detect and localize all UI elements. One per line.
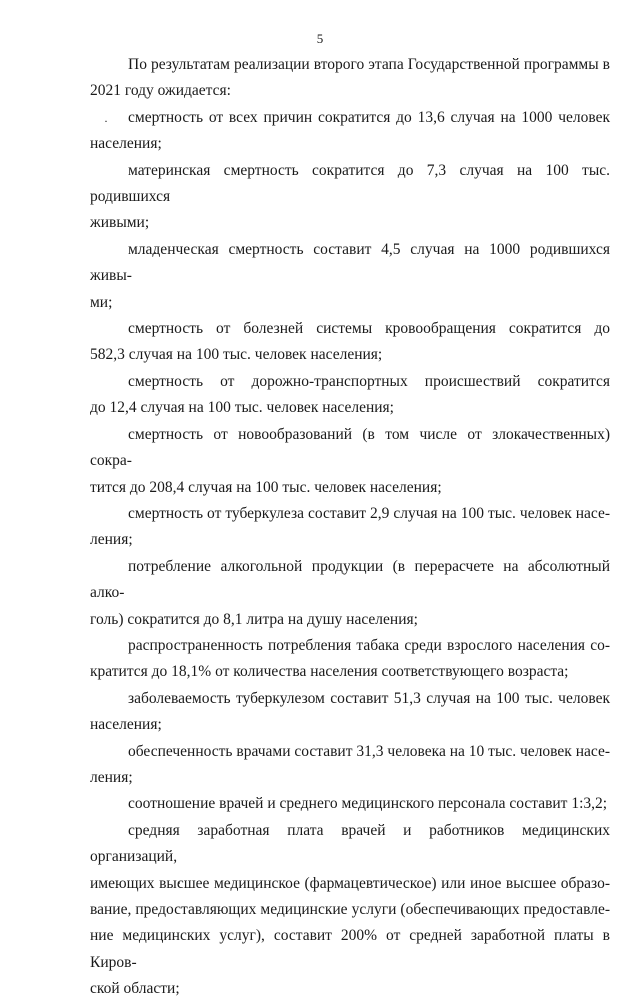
text-line: средняя заработная плата врачей и работников медицинских организаций, (90, 821, 610, 866)
text-line: смертность от всех причин сократится до 13,6 случая на 1000 человек (128, 108, 610, 126)
text-line: заболеваемость туберкулезом составит 51,3 случая на 100 тыс. человек (128, 689, 610, 707)
text-line: ской области; (90, 980, 180, 998)
list-item (90, 791, 610, 817)
text-line: смертность от новообразований (в том числе от злокачественных) сокра- (90, 425, 610, 470)
text-line: имеющих высшее медицинское (фармацевтическое) или иное высшее образо- (90, 874, 610, 892)
document-body (90, 52, 610, 1003)
text-line: смертность от болезней системы кровообращения сократится до (128, 320, 610, 338)
text-line: 2021 году ожидается: (90, 82, 231, 100)
scan-mark: · (104, 114, 108, 128)
list-item (90, 501, 610, 554)
text-line: ления; (90, 768, 133, 786)
list-item (90, 633, 610, 686)
list-item (90, 369, 610, 422)
list-item (90, 422, 610, 501)
list-item (90, 554, 610, 633)
text-line: кратится до 18,1% от количества населения соответствующего возраста; (90, 663, 569, 681)
text-line: По результатам реализации второго этапа Государственной программы в (128, 56, 610, 73)
text-line: тится до 208,4 случая на 100 тыс. человек населения; (90, 478, 442, 496)
text-line: ми; (90, 293, 113, 311)
list-item (90, 686, 610, 739)
page-number: 5 (316, 31, 324, 46)
text-line: обеспеченность врачами составит 31,3 человека на 10 тыс. человек насе- (128, 742, 610, 760)
list-item (90, 818, 610, 1003)
text-line: населения; (90, 135, 162, 153)
text-line: 582,3 случая на 100 тыс. человек населения; (90, 346, 383, 364)
text-line: ние медицинских услуг), составит 200% от средней заработной платы в Киров- (90, 927, 610, 971)
list-item (90, 316, 610, 369)
text-line: потребление алкогольной продукции (в перерасчете на абсолютный алко- (90, 557, 610, 602)
text-line: смертность от туберкулеза составит 2,9 случая на 100 тыс. человек насе- (128, 504, 610, 522)
list-item (90, 237, 610, 316)
text-line: ления; (90, 531, 133, 549)
intro-paragraph (90, 52, 610, 105)
text-line: распространенность потребления табака среди взрослого населения со- (128, 636, 610, 654)
text-line: смертность от дорожно-транспортных происшествий сократится (128, 372, 610, 390)
list-item (90, 105, 610, 158)
expected-results-list (90, 105, 610, 1003)
text-line: вание, предоставляющих медицинские услуги (обеспечивающих предоставле- (90, 901, 610, 918)
list-item (90, 739, 610, 792)
text-line: младенческая смертность составит 4,5 случая на 1000 родившихся живы- (90, 240, 610, 285)
text-line: населения; (90, 716, 162, 734)
list-item (90, 158, 610, 237)
text-line: соотношение врачей и среднего медицинского персонала составит 1:3,2; (128, 795, 608, 813)
text-line: до 12,4 случая на 100 тыс. человек населения; (90, 399, 394, 417)
text-line: материнская смертность сократится до 7,3 случая на 100 тыс. родившихся (90, 161, 610, 206)
text-line: голь) сократится до 8,1 литра на душу населения; (90, 610, 418, 628)
text-line: живыми; (90, 214, 150, 232)
